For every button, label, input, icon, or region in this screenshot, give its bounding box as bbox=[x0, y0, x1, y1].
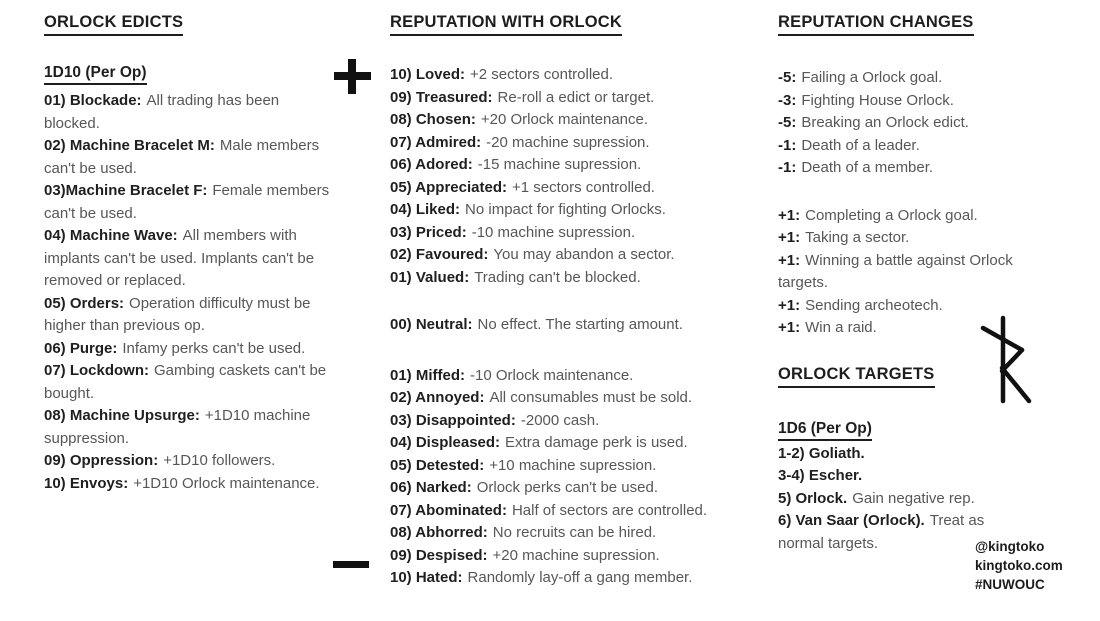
edicts-subtitle: 1D10 (Per Op) bbox=[44, 63, 147, 85]
reputation-negative-list bbox=[390, 365, 774, 590]
change-desc: Win a raid. bbox=[805, 319, 877, 336]
reputation-item bbox=[390, 177, 774, 200]
edict-label: 01) Blockade: bbox=[44, 92, 142, 109]
edict-desc: Female members can't be used. bbox=[44, 182, 330, 222]
edict-item bbox=[44, 360, 336, 405]
reputation-item bbox=[390, 132, 774, 155]
change-item bbox=[778, 157, 1030, 180]
changes-losses-list bbox=[778, 67, 1030, 180]
edict-desc: Male members can't be used. bbox=[44, 137, 320, 177]
orlock-rune-icon bbox=[970, 310, 1034, 406]
reputation-item bbox=[390, 522, 774, 545]
reputation-desc: No effect. The starting amount. bbox=[477, 316, 683, 333]
reputation-desc: Half of sectors are controlled. bbox=[511, 501, 708, 519]
change-label: -1: bbox=[778, 136, 797, 154]
reputation-item bbox=[390, 567, 774, 590]
change-item bbox=[778, 227, 1030, 250]
reputation-desc: No recruits can be hired. bbox=[492, 524, 657, 541]
edict-label: 09) Oppression: bbox=[44, 452, 159, 469]
change-desc: Death of a leader. bbox=[801, 136, 920, 154]
targets-title: ORLOCK TARGETS bbox=[778, 365, 935, 388]
edict-label: 08) Machine Upsurge: bbox=[44, 407, 200, 424]
reputation-desc: -20 machine supression. bbox=[486, 133, 650, 151]
change-label: -5: bbox=[778, 114, 797, 131]
edicts-title: ORLOCK EDICTS bbox=[44, 13, 183, 36]
reputation-item bbox=[390, 314, 774, 337]
reputation-item bbox=[390, 154, 774, 177]
reputation-label: 09) Despised: bbox=[390, 546, 488, 564]
target-desc: Gain negative rep. bbox=[852, 489, 975, 507]
reputation-label: 02) Annoyed: bbox=[390, 389, 485, 406]
change-label: +1: bbox=[778, 296, 801, 314]
reputation-item bbox=[390, 109, 774, 132]
reputation-label: 10) Hated: bbox=[390, 569, 463, 586]
reputation-item bbox=[390, 410, 774, 433]
change-label: -1: bbox=[778, 159, 797, 176]
reputation-item bbox=[390, 387, 774, 410]
target-label: 5) Orlock. bbox=[778, 489, 848, 507]
edict-item bbox=[44, 338, 336, 361]
credit-handle: @kingtoko bbox=[975, 539, 1045, 554]
change-desc: Failing a Orlock goal. bbox=[801, 69, 943, 86]
reputation-desc: -10 machine supression. bbox=[471, 223, 636, 241]
edict-label: 06) Purge: bbox=[44, 339, 118, 357]
edict-item bbox=[44, 180, 336, 225]
change-label: +1: bbox=[778, 251, 801, 269]
edict-desc: Gambing caskets can't be bought. bbox=[44, 362, 327, 402]
reputation-item bbox=[390, 477, 774, 500]
reputation-item bbox=[390, 244, 774, 267]
target-label: 1-2) Goliath. bbox=[778, 444, 865, 462]
reputation-desc: +10 machine supression. bbox=[489, 456, 657, 474]
reputation-desc: You may abandon a sector. bbox=[493, 246, 675, 263]
edict-label: 04) Machine Wave: bbox=[44, 227, 178, 244]
reputation-desc: +20 machine supression. bbox=[492, 546, 660, 564]
edict-desc: All members with implants can't be used. Implants can't be removed or replaced. bbox=[44, 227, 315, 289]
edict-label: 02) Machine Bracelet M: bbox=[44, 137, 215, 154]
reputation-label: 08) Abhorred: bbox=[390, 524, 488, 541]
reputation-desc: Trading can't be blocked. bbox=[474, 268, 641, 286]
change-item bbox=[778, 67, 1030, 90]
edict-desc: +1D10 machine suppression. bbox=[44, 407, 311, 447]
target-item bbox=[778, 465, 1030, 488]
reputation-item bbox=[390, 199, 774, 222]
plus-icon-bar bbox=[348, 59, 356, 94]
change-desc: Winning a battle against Orlock targets. bbox=[778, 251, 1013, 291]
reputation-label: 03) Disappointed: bbox=[390, 411, 516, 429]
reputation-label: 02) Favoured: bbox=[390, 246, 489, 263]
reputation-label: 06) Narked: bbox=[390, 479, 472, 496]
reputation-desc: +20 Orlock maintenance. bbox=[480, 111, 649, 128]
reputation-desc: No impact for fighting Orlocks. bbox=[465, 201, 666, 218]
changes-column bbox=[778, 13, 1030, 555]
reputation-label: 07) Abominated: bbox=[390, 501, 507, 519]
edicts-list bbox=[44, 90, 336, 495]
reputation-desc: Extra damage perk is used. bbox=[505, 434, 688, 451]
change-desc: Breaking an Orlock edict. bbox=[801, 114, 969, 131]
reputation-item bbox=[390, 267, 774, 290]
edict-desc: +1D10 followers. bbox=[163, 452, 276, 469]
edict-desc: All trading has been blocked. bbox=[44, 92, 280, 132]
reputation-item bbox=[390, 545, 774, 568]
change-item bbox=[778, 112, 1030, 135]
target-desc: Treat as normal targets. bbox=[778, 512, 985, 552]
credit-hashtag: #NUWOUC bbox=[975, 577, 1045, 592]
reputation-label: 00) Neutral: bbox=[390, 316, 473, 333]
edict-item bbox=[44, 90, 336, 135]
target-label: 6) Van Saar (Orlock). bbox=[778, 512, 925, 529]
credit-website: kingtoko.com bbox=[975, 558, 1063, 573]
plus-icon bbox=[334, 59, 371, 94]
edict-desc: Infamy perks can't be used. bbox=[122, 339, 306, 357]
reputation-column bbox=[390, 13, 774, 590]
change-label: -5: bbox=[778, 69, 797, 86]
edict-item bbox=[44, 450, 336, 473]
change-desc: Sending archeotech. bbox=[805, 296, 943, 314]
reputation-item bbox=[390, 432, 774, 455]
change-label: +1: bbox=[778, 319, 801, 336]
changes-title: REPUTATION CHANGES bbox=[778, 13, 974, 36]
reputation-desc: -15 machine supression. bbox=[477, 156, 642, 173]
reputation-label: 04) Liked: bbox=[390, 201, 461, 218]
edict-label: 05) Orders: bbox=[44, 294, 125, 312]
reputation-item bbox=[390, 222, 774, 245]
reputation-item bbox=[390, 365, 774, 388]
change-desc: Taking a sector. bbox=[805, 229, 910, 246]
reputation-desc: All consumables must be sold. bbox=[489, 389, 693, 406]
reputation-desc: +2 sectors controlled. bbox=[470, 66, 614, 83]
edict-label: 03)Machine Bracelet F: bbox=[44, 182, 208, 199]
reputation-label: 05) Detested: bbox=[390, 456, 485, 474]
change-item bbox=[778, 205, 1030, 228]
change-item bbox=[778, 90, 1030, 113]
edict-item bbox=[44, 293, 336, 338]
target-label: 3-4) Escher. bbox=[778, 467, 863, 484]
target-item bbox=[778, 443, 1030, 466]
edicts-column bbox=[44, 13, 336, 495]
reputation-label: 09) Treasured: bbox=[390, 88, 493, 106]
reputation-desc: Re-roll a edict or target. bbox=[497, 88, 655, 106]
reputation-label: 01) Miffed: bbox=[390, 366, 465, 384]
reputation-item bbox=[390, 64, 774, 87]
reputation-label: 01) Valued: bbox=[390, 268, 470, 286]
reputation-item bbox=[390, 500, 774, 523]
edict-item bbox=[44, 405, 336, 450]
targets-subtitle: 1D6 (Per Op) bbox=[778, 419, 872, 441]
edict-item bbox=[44, 225, 336, 293]
reputation-label: 07) Admired: bbox=[390, 133, 482, 151]
reputation-label: 10) Loved: bbox=[390, 66, 466, 83]
reputation-label: 04) Displeased: bbox=[390, 434, 501, 451]
edict-label: 07) Lockdown: bbox=[44, 362, 150, 379]
reputation-label: 03) Priced: bbox=[390, 223, 467, 241]
reputation-title: REPUTATION WITH ORLOCK bbox=[390, 13, 622, 36]
reputation-desc: -10 Orlock maintenance. bbox=[470, 366, 634, 384]
change-item bbox=[778, 135, 1030, 158]
edict-desc: +1D10 Orlock maintenance. bbox=[133, 474, 320, 492]
credits bbox=[975, 537, 1063, 594]
reputation-desc: Randomly lay-off a gang member. bbox=[467, 569, 693, 586]
change-item bbox=[778, 250, 1030, 295]
edict-desc: Operation difficulty must be higher than previous op. bbox=[44, 294, 311, 334]
edict-item bbox=[44, 135, 336, 180]
reputation-label: 08) Chosen: bbox=[390, 111, 476, 128]
change-label: +1: bbox=[778, 206, 801, 224]
minus-icon bbox=[333, 561, 369, 568]
reputation-item bbox=[390, 87, 774, 110]
change-desc: Death of a member. bbox=[801, 159, 934, 176]
change-label: +1: bbox=[778, 229, 801, 246]
reputation-item bbox=[390, 455, 774, 478]
target-item bbox=[778, 488, 1030, 511]
change-label: -3: bbox=[778, 91, 797, 109]
reputation-desc: Orlock perks can't be used. bbox=[476, 479, 658, 496]
edict-item bbox=[44, 473, 336, 496]
reputation-desc: +1 sectors controlled. bbox=[511, 178, 655, 196]
change-desc: Fighting House Orlock. bbox=[801, 91, 954, 109]
reputation-neutral bbox=[390, 314, 774, 337]
reputation-label: 06) Adored: bbox=[390, 156, 473, 173]
edict-label: 10) Envoys: bbox=[44, 474, 129, 492]
change-desc: Completing a Orlock goal. bbox=[805, 206, 978, 224]
reputation-desc: -2000 cash. bbox=[520, 411, 600, 429]
reputation-label: 05) Appreciated: bbox=[390, 178, 507, 196]
reputation-positive-list bbox=[390, 64, 774, 289]
